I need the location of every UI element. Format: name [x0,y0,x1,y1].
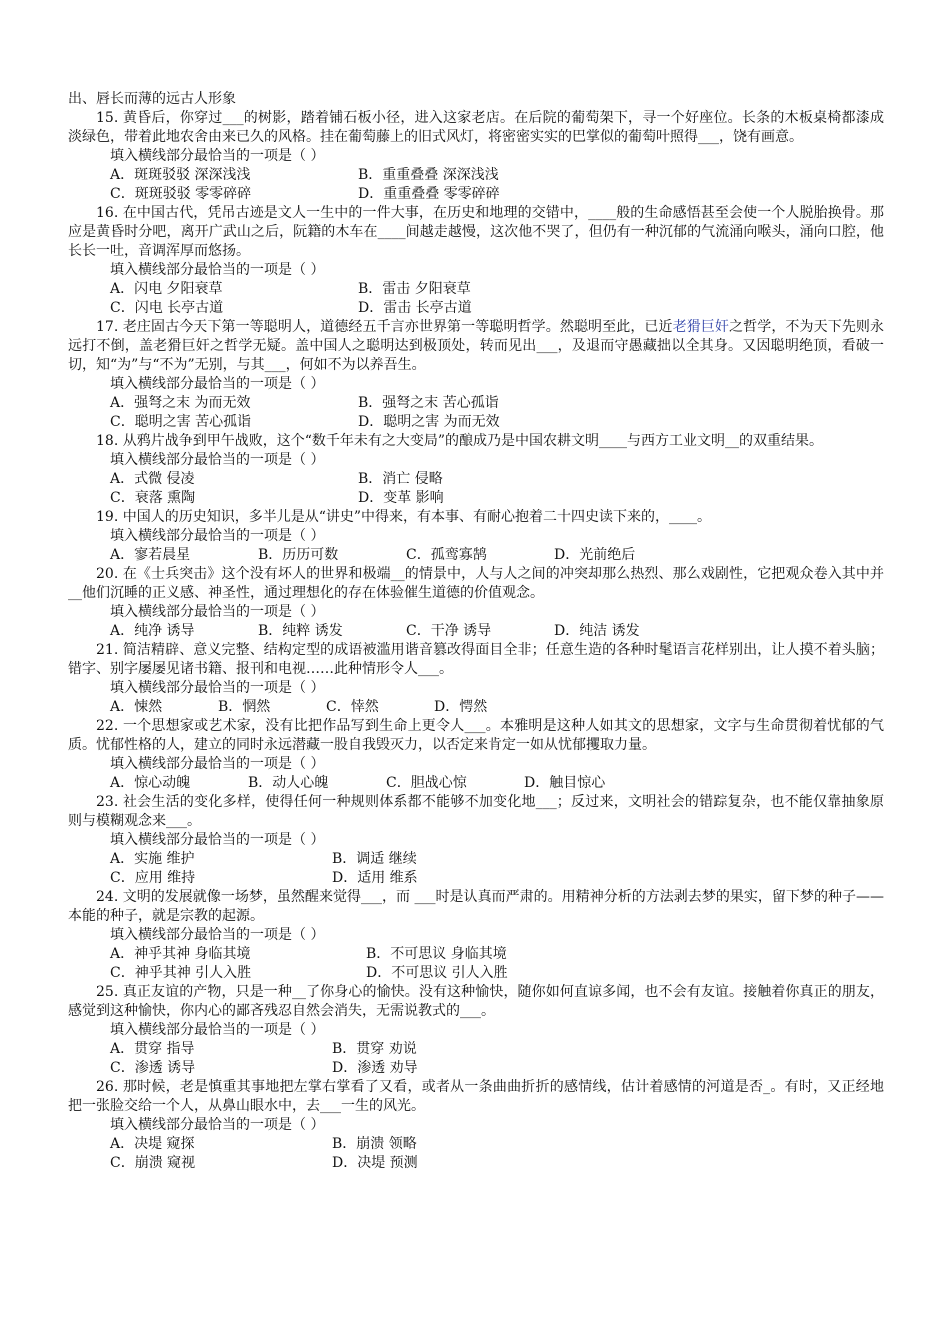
question-21-options [68,698,884,717]
question-20-options [68,622,884,641]
option-c[interactable]: C．孤鸾寡鹄 [406,547,487,563]
question-24-prompt: 填入横线部分最恰当的一项是（ ） [110,927,325,943]
intro-line: 出、唇长而薄的远古人形象 [68,91,236,107]
option-a[interactable]: A．实施 维护 [110,851,195,867]
option-b[interactable]: B．历历可数 [258,547,339,563]
question-21-text: 21. 简洁精辟、意义完整、结构定型的成语被滥用谐音篡改得面目全非；任意生造的各种时髦语言花样别出，让人摸不着头脑；错字、别字屡屡见诸书籍、报刊和电视……此种情形令人___。 [68,642,884,677]
question-26-text: 26. 那时候，老是慎重其事地把左掌右掌看了又看，或者从一条曲曲折折的感情线，估计着感情的河道是否_。有时，又正经地把一张脸交给一个人，从鼻山眼水中，去___一生的风光。 [68,1079,884,1114]
option-c[interactable]: C．渗透 诱导 [110,1060,196,1076]
option-a[interactable]: A．强弩之末 为而无效 [110,395,251,411]
option-b[interactable]: B．调适 继续 [332,851,417,867]
option-b[interactable]: B．强弩之末 苦心孤诣 [358,395,499,411]
question-16-prompt: 填入横线部分最恰当的一项是（ ） [110,262,325,278]
question-25-options [68,1040,884,1078]
option-d[interactable]: D．纯洁 诱发 [554,623,640,639]
option-c[interactable]: C．闪电 长亭古道 [110,300,224,316]
question-20-prompt: 填入横线部分最恰当的一项是（ ） [110,604,325,620]
option-d[interactable]: D．渗透 劝导 [332,1060,418,1076]
question-18-options [68,470,884,508]
option-b[interactable]: B．雷击 夕阳衰草 [358,281,471,297]
question-17-text-after: 之哲学，不为天下先则永远打不倒，盖老猾巨奸之哲学无疑。盖中国人之聪明达到极顶处，转而见出___，及退而守愚藏拙以全其身。又因聪明绝顶，看破一切，知“为”与“不为”无别，与其___，何如不为以养吾生。 [68,319,885,373]
question-22-prompt: 填入横线部分最恰当的一项是（ ） [110,756,325,772]
question-15-prompt: 填入横线部分最恰当的一项是（ ） [110,148,325,164]
option-b[interactable]: B．惘然 [218,699,271,715]
question-23-text: 23. 社会生活的变化多样，使得任何一种规则体系都不能够不加变化地___；反过来，文明社会的错踪复杂，也不能仅靠抽象原则与模糊观念来___。 [68,794,884,829]
option-c[interactable]: C．悻然 [326,699,379,715]
option-b[interactable]: B．重重叠叠 深深浅浅 [358,167,499,183]
question-16-options [68,280,884,318]
question-19-options [68,546,884,565]
option-b[interactable]: B．崩溃 领略 [332,1136,417,1152]
option-c[interactable]: C．崩溃 窥视 [110,1155,196,1171]
question-22-options [68,774,884,793]
question-17-text [68,318,884,375]
question-15-text: 15. 黄昏后，你穿过___的树影，踏着铺石板小径，进入这家老店。在后院的葡萄架下，寻一个好座位。长条的木板桌椅都漆成淡绿色，带着此地农舍由来已久的风格。挂在葡萄藤上的旧式风灯，将密密实实的巴掌似的葡萄叶照得___，饶有画意。 [68,110,884,145]
question-17-prompt: 填入横线部分最恰当的一项是（ ） [110,376,325,392]
question-24-options [68,945,884,983]
option-d[interactable]: D．决堤 预测 [332,1155,418,1171]
option-a[interactable]: A．闪电 夕阳衰草 [110,281,223,297]
option-d[interactable]: D．聪明之害 为而无效 [358,414,500,430]
question-16-text: 16. 在中国古代，凭吊古迹是文人一生中的一件大事，在历史和地理的交错中，____般的生命感悟甚至会使一个人脱胎换骨。那应是黄昏时分吧，离开广武山之后，阮籍的木车在____间越走越慢，这次他不哭了，但仍有一种沉郁的气流涌向喉头，涌向口腔，他长长一吐，音调浑厚而悠扬。 [68,205,884,259]
question-26-options [68,1135,884,1173]
option-c[interactable]: C．聪明之害 苦心孤诣 [110,414,252,430]
question-23-options [68,850,884,888]
option-c[interactable]: C．神乎其神 引人入胜 [110,965,252,981]
question-22-text: 22. 一个思想家或艺术家，没有比把作品写到生命上更令人___。本雅明是这种人如其文的思想家，文字与生命贯彻着忧郁的气质。忧郁性格的人，建立的同时永远潜藏一股自我毁灭力，以否定来肯定一如从忧郁攫取力量。 [68,718,884,753]
option-c[interactable]: C．衰落 熏陶 [110,490,196,506]
option-c[interactable]: C．斑斑驳驳 零零碎碎 [110,186,252,202]
question-17-text-before: 17. 老庄固古今天下第一等聪明人，道德经五千言亦世界第一等聪明哲学。然聪明至此，已近 [96,319,673,335]
option-b[interactable]: B．纯粹 诱发 [258,623,343,639]
idiom-link[interactable]: 老猾巨奸 [672,319,730,335]
option-b[interactable]: B．消亡 侵略 [358,471,443,487]
option-a[interactable]: A．寥若晨星 [110,547,191,563]
question-23-prompt: 填入横线部分最恰当的一项是（ ） [110,832,325,848]
option-d[interactable]: D．重重叠叠 零零碎碎 [358,186,500,202]
question-19-prompt: 填入横线部分最恰当的一项是（ ） [110,528,325,544]
option-c[interactable]: C．应用 维持 [110,870,196,886]
question-17-options [68,394,884,432]
option-d[interactable]: D．变革 影响 [358,490,444,506]
option-c[interactable]: C．干净 诱导 [406,623,492,639]
option-d[interactable]: D．不可思议 引人入胜 [366,965,508,981]
question-25-text: 25. 真正友谊的产物，只是一种__了你身心的愉快。没有这种愉快，随你如何直谅多闻，也不会有友谊。接触着你真正的朋友，感觉到这种愉快，你内心的鄙吝残忍自然会消失，无需说教式的___。 [68,984,884,1019]
option-a[interactable]: A．惊心动魄 [110,775,191,791]
option-d[interactable]: D．触目惊心 [524,775,606,791]
option-a[interactable]: A．式微 侵凌 [110,471,195,487]
question-21-prompt: 填入横线部分最恰当的一项是（ ） [110,680,325,696]
question-24-text: 24. 文明的发展就像一场梦，虽然醒来觉得___，而 ___时是认真而严肃的。用精神分析的方法剥去梦的果实，留下梦的种子——本能的种子，就是宗教的起源。 [68,889,884,924]
option-d[interactable]: D．光前绝后 [554,547,636,563]
option-b[interactable]: B．动人心魄 [248,775,329,791]
question-18-prompt: 填入横线部分最恰当的一项是（ ） [110,452,325,468]
option-a[interactable]: A．纯净 诱导 [110,623,195,639]
option-b[interactable]: B．不可思议 身临其境 [366,946,507,962]
document-body [68,90,884,1173]
option-d[interactable]: D．适用 维系 [332,870,418,886]
option-a[interactable]: A．贯穿 指导 [110,1041,195,1057]
option-a[interactable]: A．斑斑驳驳 深深浅浅 [110,167,251,183]
option-b[interactable]: B．贯穿 劝说 [332,1041,417,1057]
option-a[interactable]: A．悚然 [110,699,163,715]
option-c[interactable]: C．胆战心惊 [386,775,467,791]
option-a[interactable]: A．神乎其神 身临其境 [110,946,251,962]
question-15-options [68,166,884,204]
question-20-text: 20. 在《士兵突击》这个没有坏人的世界和极端__的情景中，人与人之间的冲突却那么热烈、那么戏剧性，它把观众卷入其中并__他们沉睡的正义感、神圣性，通过理想化的存在体验催生道德的价值观念。 [68,566,884,601]
question-26-prompt: 填入横线部分最恰当的一项是（ ） [110,1117,325,1133]
question-18-text: 18. 从鸦片战争到甲午战败，这个“数千年未有之大变局”的酿成乃是中国农耕文明____与西方工业文明__的双重结果。 [96,433,824,449]
option-d[interactable]: D．愕然 [434,699,488,715]
option-d[interactable]: D．雷击 长亭古道 [358,300,472,316]
option-a[interactable]: A．决堤 窥探 [110,1136,195,1152]
question-19-text: 19. 中国人的历史知识，多半儿是从“讲史”中得来，有本事、有耐心抱着二十四史读下来的，____。 [96,509,712,525]
question-25-prompt: 填入横线部分最恰当的一项是（ ） [110,1022,325,1038]
